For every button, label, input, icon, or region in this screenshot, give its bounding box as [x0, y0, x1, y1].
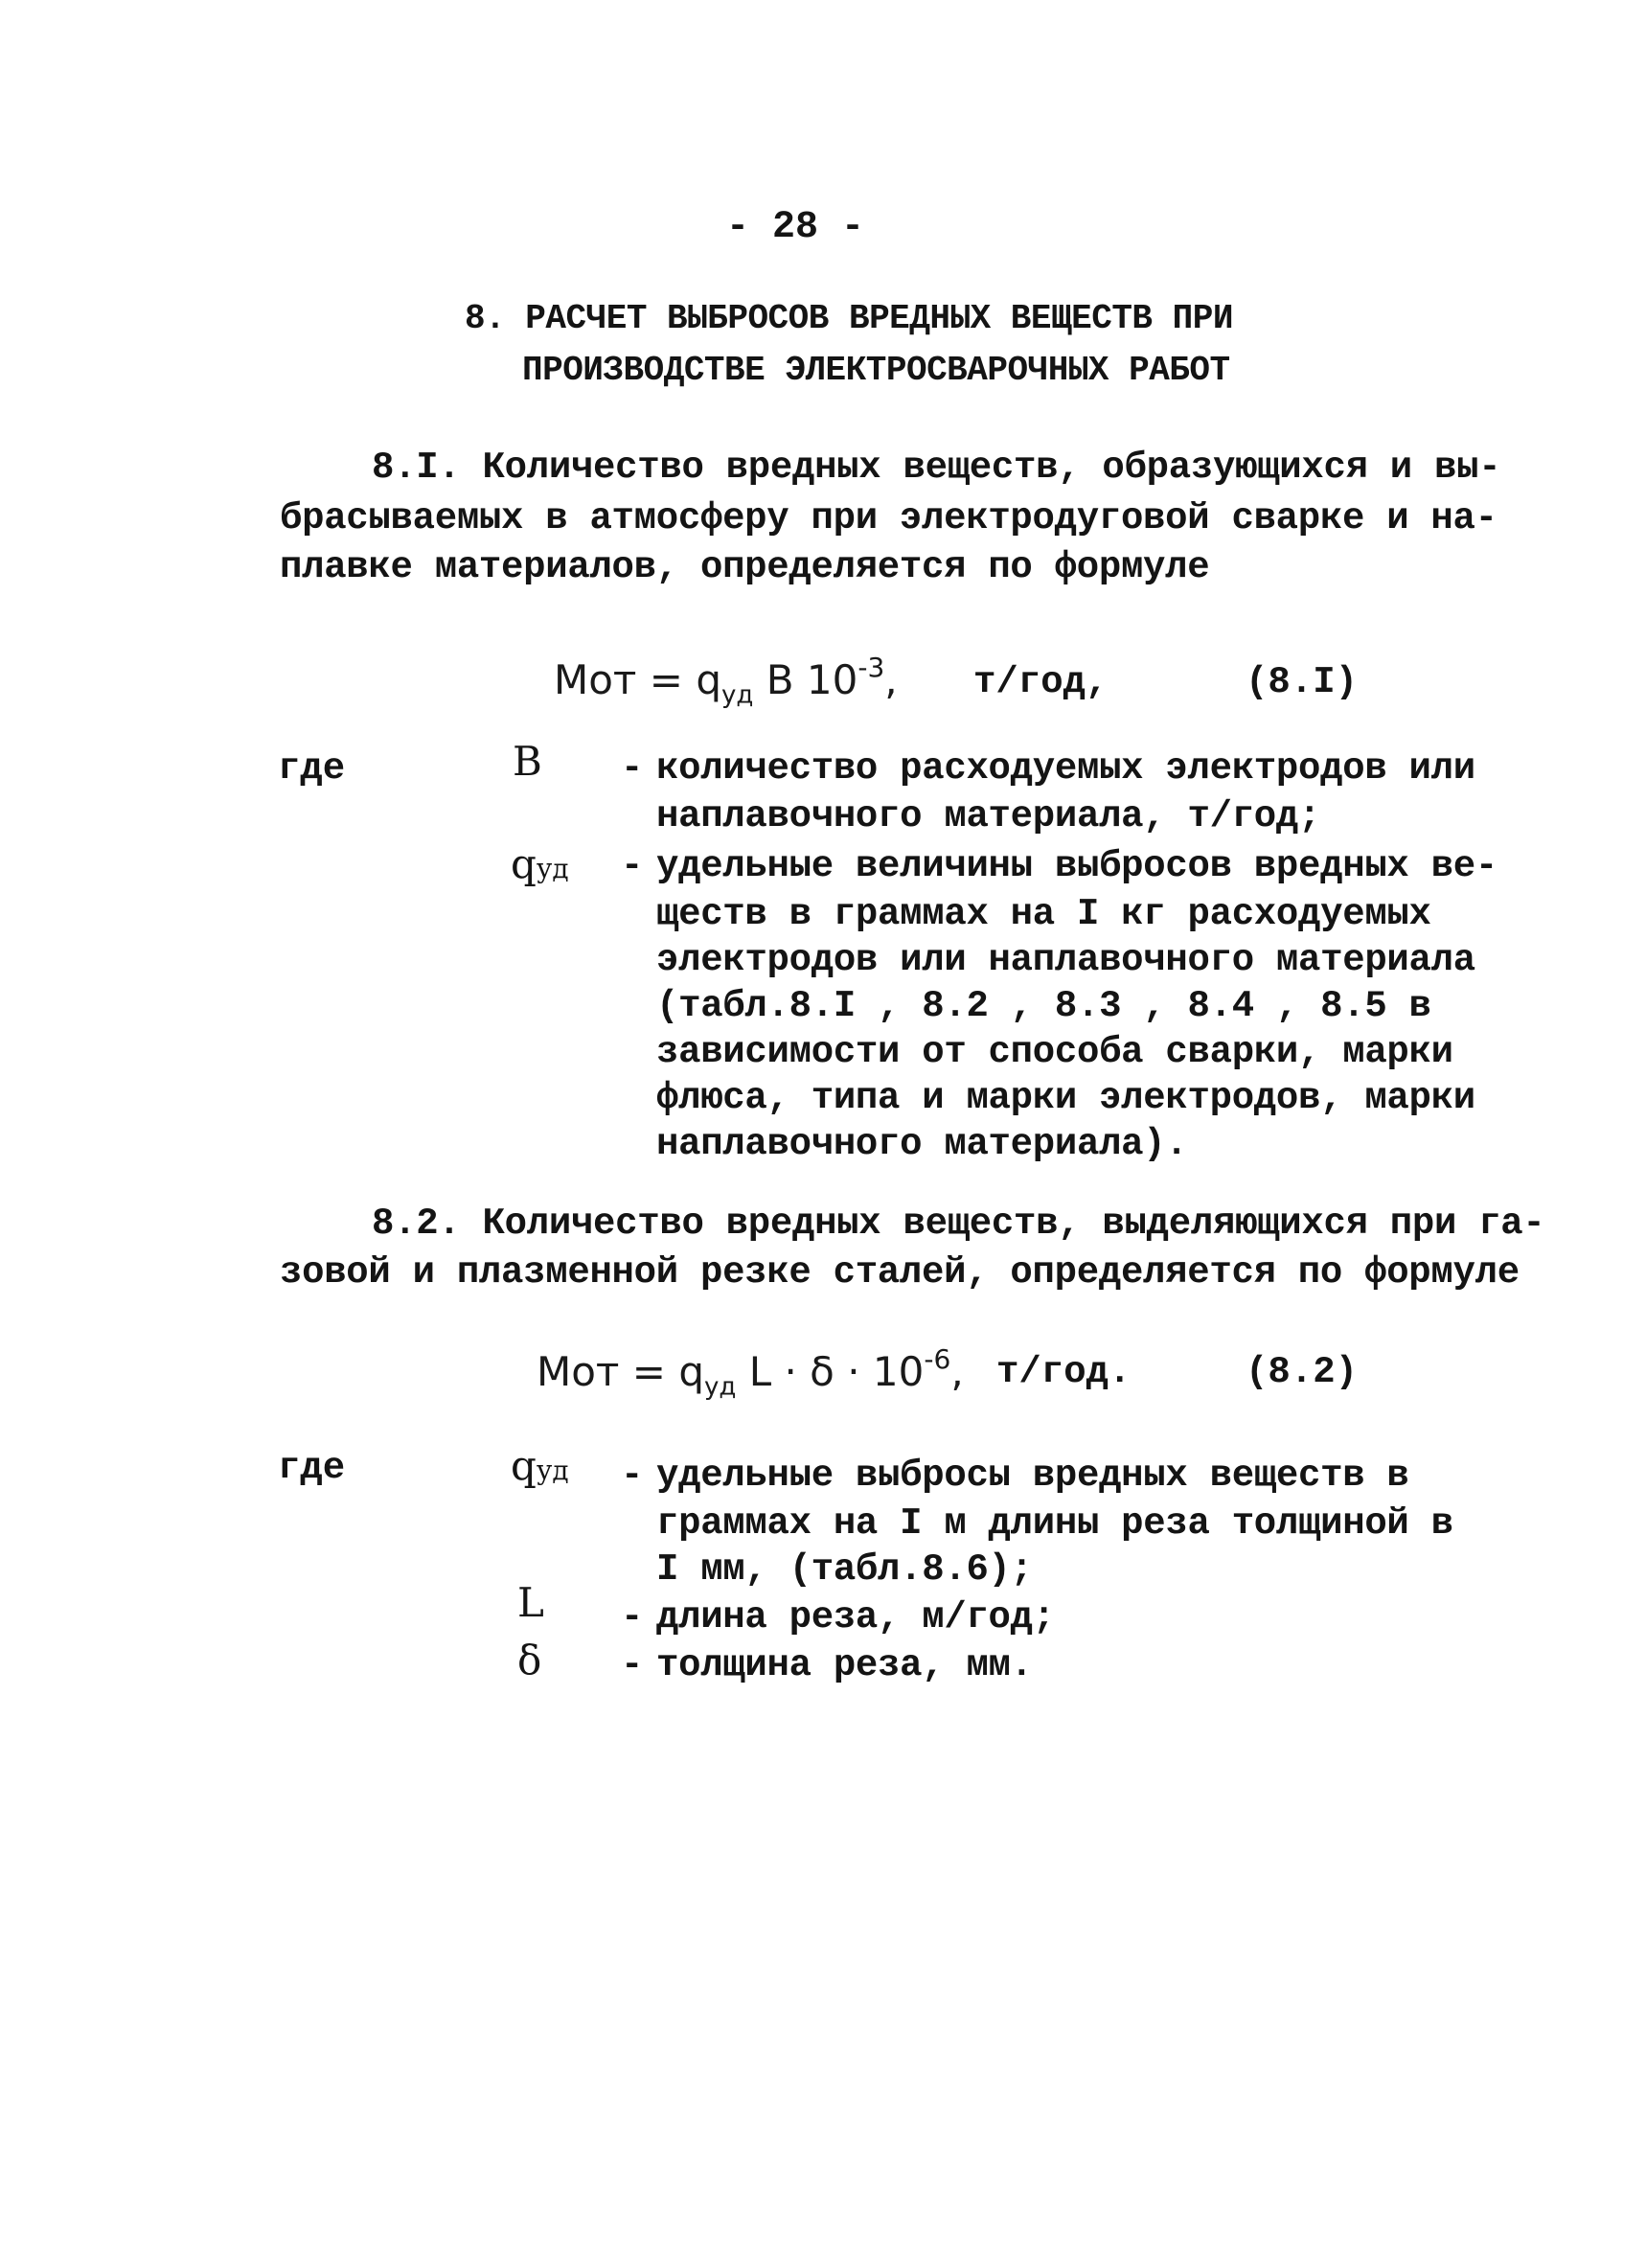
definition-dash: - [621, 1596, 644, 1638]
formula-comma: , [950, 1348, 964, 1395]
section-heading-line-2: ПРОИЗВОДСТВЕ ЭЛЕКТРОСВАРОЧНЫХ РАБОТ [522, 351, 1230, 390]
formula-8-2 [537, 1343, 964, 1401]
definition-q-line-6: флюса, типа и марки электродов, марки [656, 1077, 1475, 1119]
definition-q2-line-1: удельные выбросы вредных веществ в [656, 1455, 1409, 1497]
section-heading-line-1: 8. РАСЧЕТ ВЫБРОСОВ ВРЕДНЫХ ВЕЩЕСТВ ПРИ [465, 299, 1233, 338]
where-label-8-1: где [278, 747, 346, 790]
formula-body: B 10 [766, 656, 858, 703]
formula-comma: , [884, 656, 898, 703]
definition-l-line-1: длина реза, м/год; [656, 1596, 1055, 1638]
symbol-subscript: уд [536, 1455, 569, 1486]
formula-8-2-number: (8.2) [1246, 1351, 1359, 1393]
symbol-text: δ [517, 1637, 542, 1684]
symbol-text: L [517, 1579, 544, 1626]
formula-body: L · δ · 10 [748, 1348, 925, 1395]
paragraph-8-2-line-1: 8.2. Количество вредных веществ, выделяющихся при га- [372, 1203, 1545, 1245]
symbol-subscript: уд [536, 853, 569, 884]
definition-symbol-q-ud [511, 840, 569, 887]
definition-delta-line-1: толщина реза, мм. [656, 1644, 1033, 1686]
definition-q2-line-2: граммах на I м длины реза толщиной в [656, 1502, 1453, 1545]
definition-dash: - [621, 747, 644, 790]
definition-dash: - [621, 1644, 644, 1686]
formula-q-subscript: уд [704, 1372, 737, 1402]
where-label-8-2: где [278, 1447, 346, 1489]
paragraph-8-1-line-2: брасываемых в атмосферу при электродуговой сварке и на- [280, 497, 1497, 539]
definition-symbol-q-ud [511, 1442, 569, 1489]
formula-q-subscript: уд [721, 680, 754, 710]
formula-equals: = [631, 1348, 666, 1395]
paragraph-8-1-line-1: 8.I. Количество вредных веществ, образующихся и вы- [372, 447, 1501, 489]
formula-lhs: Мот [537, 1348, 620, 1395]
formula-equals: = [649, 656, 683, 703]
definition-q-line-7: наплавочного материала). [656, 1123, 1188, 1165]
symbol-text: B [513, 738, 542, 785]
formula-8-2-unit: т/год. [996, 1351, 1132, 1393]
definition-symbol-l [517, 1579, 544, 1626]
definition-b-line-1: количество расходуемых электродов или [656, 747, 1475, 790]
definition-q-line-1: удельные величины выбросов вредных ве- [656, 845, 1497, 887]
definition-b-line-2: наплавочного материала, т/год; [656, 795, 1321, 837]
definition-q2-line-3: I мм, (табл.8.6); [656, 1548, 1033, 1591]
formula-8-1-unit: т/год, [973, 661, 1109, 703]
definition-dash: - [621, 1455, 644, 1497]
definition-dash: - [621, 845, 644, 887]
symbol-text: q [511, 840, 537, 887]
formula-exponent: -6 [924, 1343, 951, 1375]
formula-exponent: -3 [857, 652, 885, 683]
definition-symbol-b [513, 738, 542, 785]
definition-q-line-4: (табл.8.I , 8.2 , 8.3 , 8.4 , 8.5 в [656, 985, 1431, 1027]
definition-q-line-5: зависимости от способа сварки, марки [656, 1031, 1453, 1073]
formula-lhs: Мот [554, 656, 637, 703]
formula-q: q [678, 1348, 704, 1395]
symbol-text: q [511, 1442, 537, 1489]
formula-8-1 [554, 652, 898, 709]
paragraph-8-2-line-2: зовой и плазменной резке сталей, определяется по формуле [280, 1251, 1520, 1294]
formula-8-1-number: (8.I) [1246, 661, 1359, 703]
paragraph-8-1-line-3: плавке материалов, определяется по формуле [280, 546, 1210, 588]
definition-symbol-delta [517, 1637, 541, 1684]
formula-q: q [696, 656, 721, 703]
page-number: - 28 - [726, 206, 865, 249]
definition-q-line-3: электродов или наплавочного материала [656, 939, 1475, 981]
definition-q-line-2: ществ в граммах на I кг расходуемых [656, 893, 1431, 935]
